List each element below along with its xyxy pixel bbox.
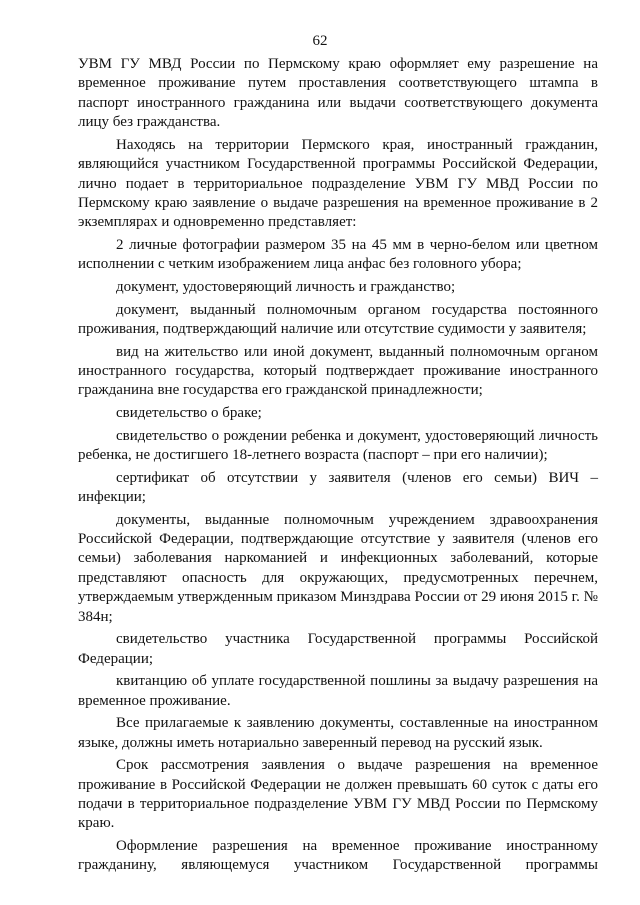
paragraph-permit-issuance: УВМ ГУ МВД России по Пермскому краю оформляет ему разрешение на временное проживание путем проставления соответствующего штампа в паспорт иностранного гражданина или выдачи соответствующего документа лицу без гражданства. (78, 56, 598, 131)
list-item-birth-certificate: свидетельство о рождении ребенка и документ, удостоверяющий личность ребенка, не достигшего 18-летнего возраста (паспорт – при его наличии); (78, 427, 598, 464)
list-item-program-certificate: свидетельство участника Государственной программы Российской Федерации; (78, 631, 598, 667)
paragraph-review-period: Срок рассмотрения заявления о выдаче разрешения на временное проживание в Российской Федерации не должен превышать 60 суток с даты его подачи в территориальное подразделение УВМ ГУ МВД России по Пермскому краю. (78, 757, 598, 832)
list-item-criminal-record: документ, выданный полномочным органом государства постоянного проживания, подтверждающий наличие или отсутствие судимости у заявителя; (78, 301, 598, 338)
list-item-medical-documents: документы, выданные полномочным учреждением здравоохранения Российской Федерации, подтверждающие отсутствие у заявителя (членов его семьи) заболевания наркоманией и инфекционных заболеваний, которые представляют опасность для окружающих, предусмотренных перечнем, утверждаемым утвержденным приказом Минздрава России от 29 июня 2015 г. № 384н; (78, 511, 598, 625)
list-item-hiv-certificate: сертификат об отсутствии у заявителя (членов его семьи) ВИЧ – инфекции; (78, 469, 598, 506)
list-item-identity-document: документ, удостоверяющий личность и гражданство; (116, 279, 456, 296)
document-body (78, 55, 598, 879)
list-item-residence-permit: вид на жительство или иной документ, выданный полномочным органом иностранного государства, который подтверждает проживание иностранного гражданина вне государства его гражданской принадлежности; (78, 343, 598, 399)
list-item-marriage-certificate: свидетельство о браке; (116, 405, 262, 422)
paragraph-translation-requirement: Все прилагаемые к заявлению документы, составленные на иностранном языке, должны иметь нотариально заверенный перевод на русский язык. (78, 715, 598, 751)
page-number: 62 (312, 33, 328, 49)
list-item-photos: 2 личные фотографии размером 35 на 45 мм в черно-белом или цветном исполнении с четким изображением лица анфас без головного убора; (78, 237, 598, 273)
paragraph-permit-registration: Оформление разрешения на временное проживание иностранному гражданину, являющемуся участником Государственной программы (78, 838, 598, 874)
list-item-fee-receipt: квитанцию об уплате государственной пошлины за выдачу разрешения на временное проживание. (78, 673, 598, 709)
paragraph-application-submission: Находясь на территории Пермского края, иностранный гражданин, являющийся участником Государственной программы Российской Федерации, лично подает в территориальное подразделение УВМ ГУ МВД России по Пермскому краю заявление о выдаче разрешения на временное проживание в 2 экземплярах и одновременно представляет: (78, 136, 598, 231)
